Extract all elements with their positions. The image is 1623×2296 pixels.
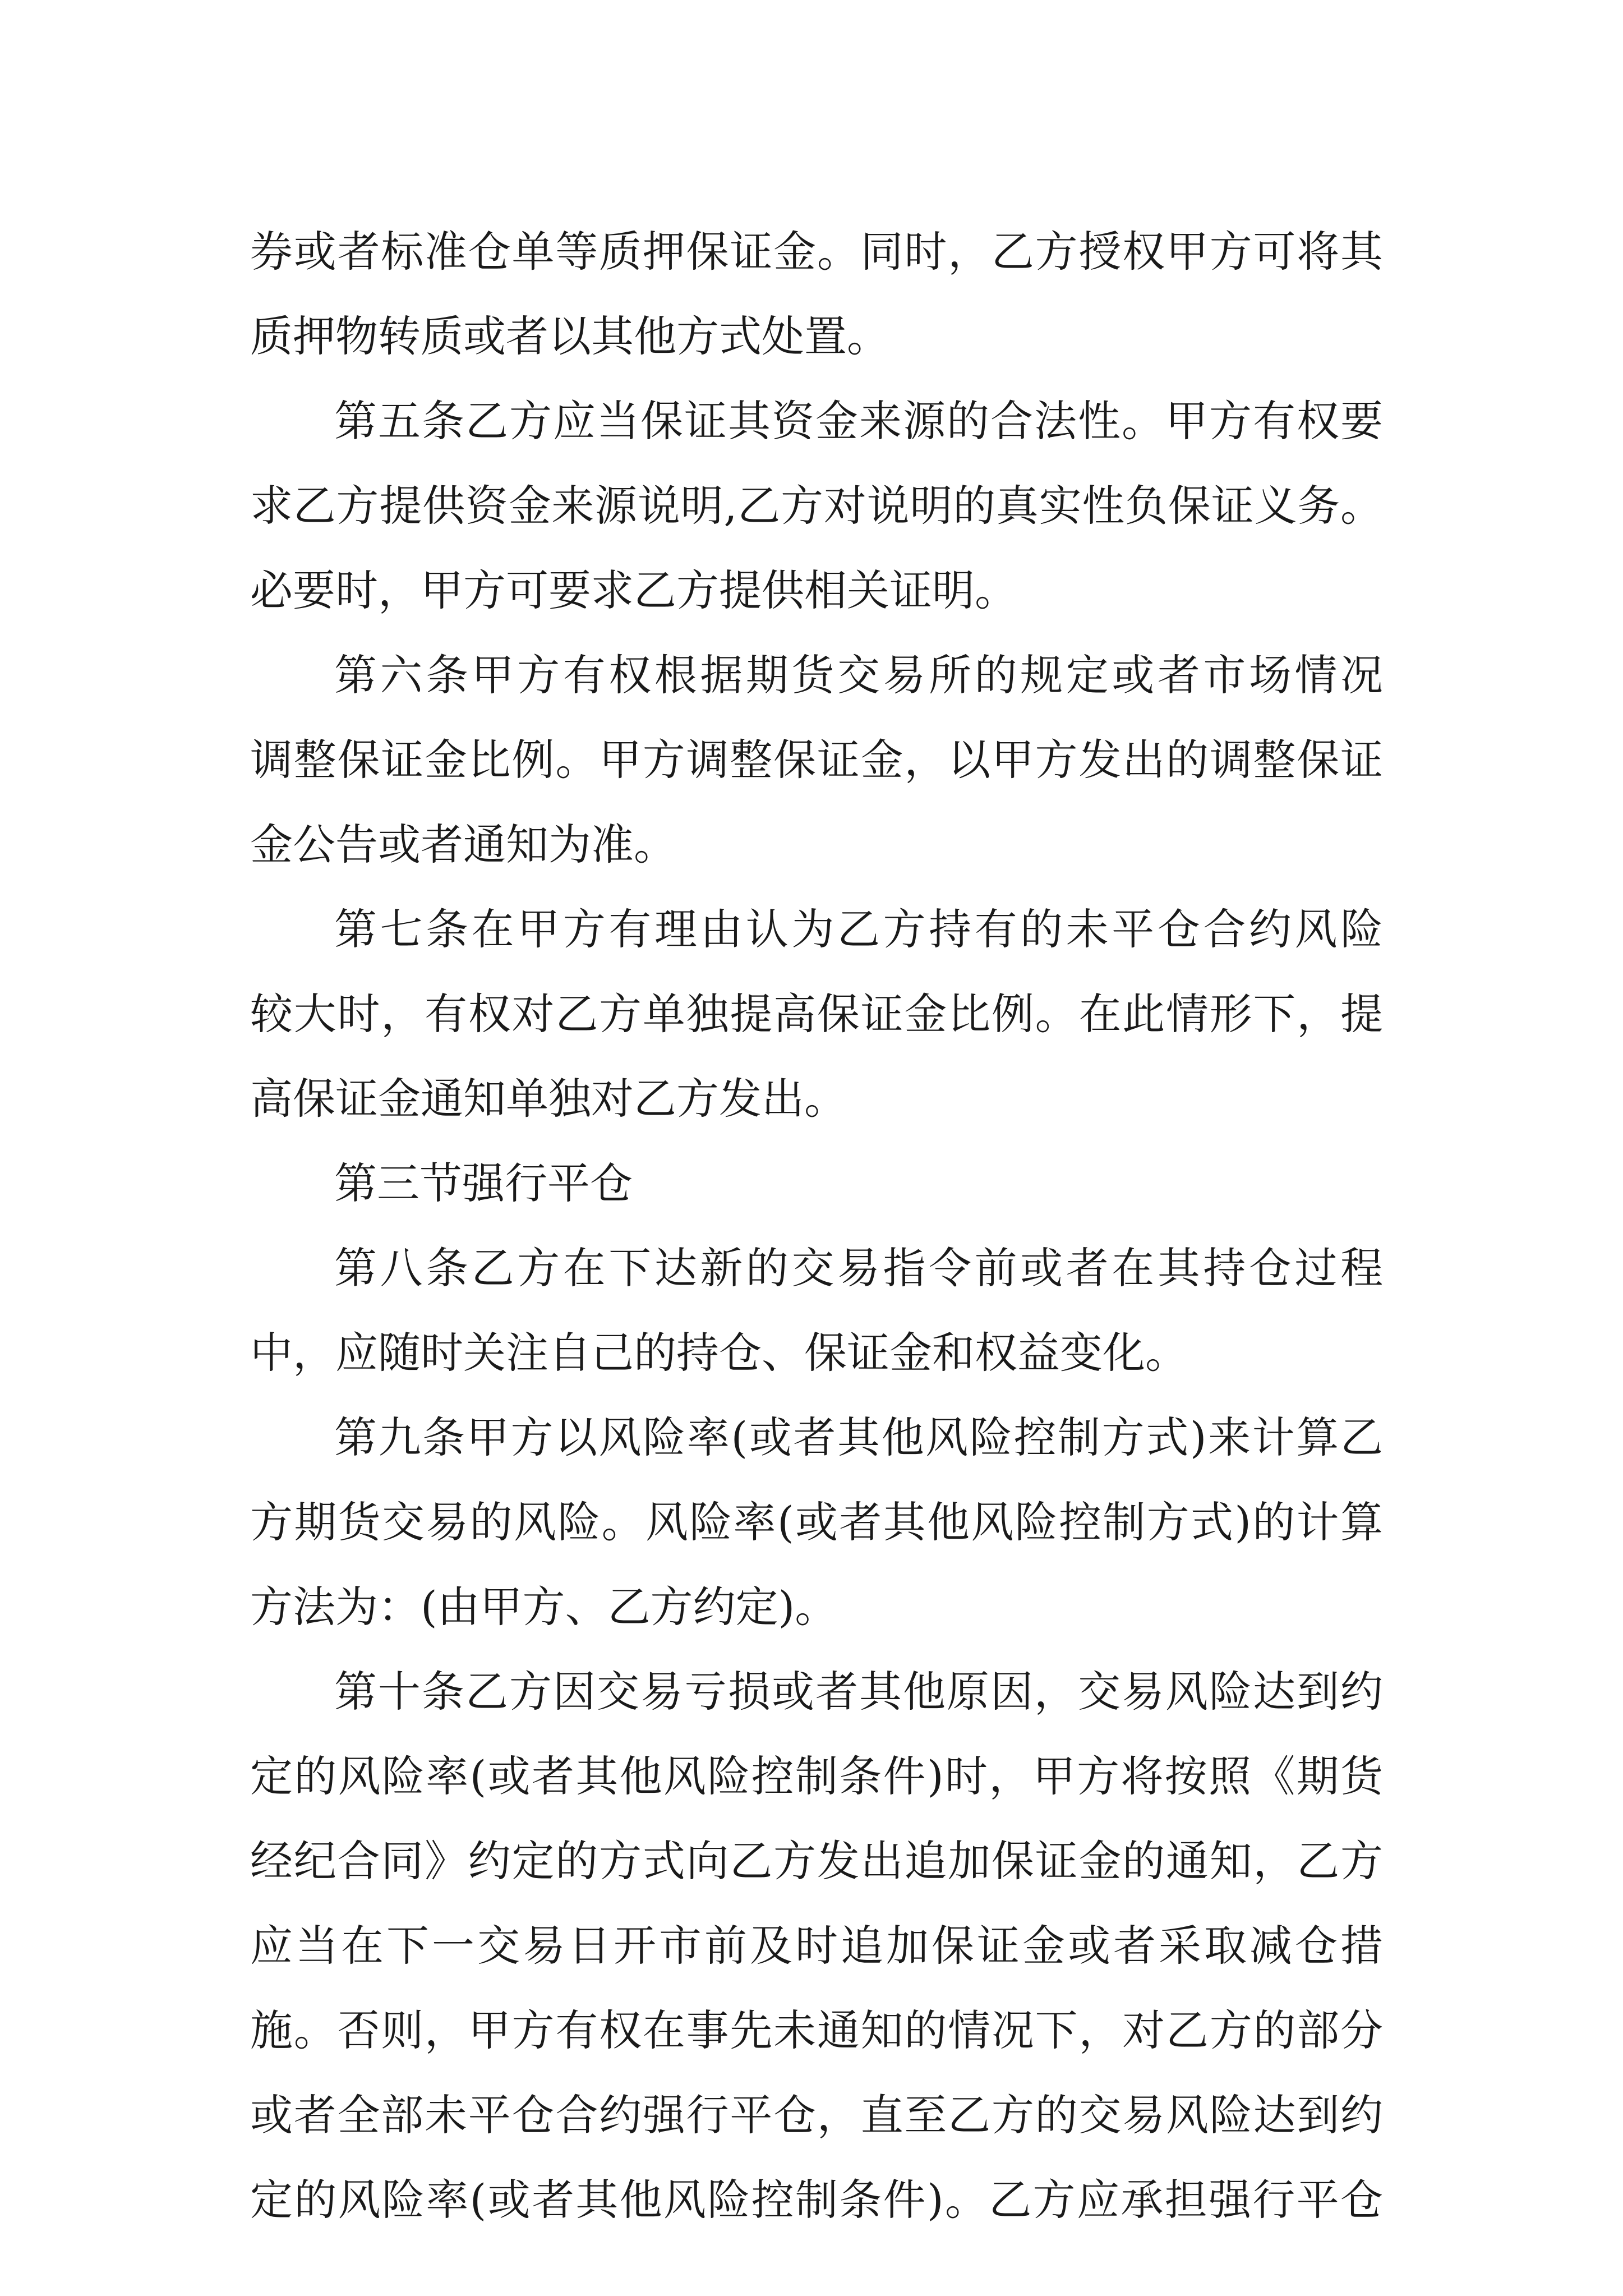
- text-line: 施。否则，甲方有权在事先未通知的情况下，对乙方的部分: [250, 2005, 1383, 2055]
- text-line: 定的风险率(或者其他风险控制条件)。乙方应承担强行平仓: [250, 2175, 1383, 2225]
- text-line: 求乙方提供资金来源说明,乙方对说明的真实性负保证义务。: [250, 481, 1383, 531]
- document-body: [250, 209, 1383, 2242]
- text-line: 方期货交易的风险。风险率(或者其他风险控制方式)的计算: [250, 1497, 1383, 1547]
- text-line: 或者全部未平仓合约强行平仓，直至乙方的交易风险达到约: [250, 2090, 1383, 2140]
- article-6-line: 第六条甲方有权根据期货交易所的规定或者市场情况: [334, 650, 1383, 700]
- text-line: 高保证金通知单独对乙方发出。: [250, 1074, 847, 1124]
- text-line: 券或者标准仓单等质押保证金。同时，乙方授权甲方可将其: [250, 227, 1383, 277]
- text-line: 较大时，有权对乙方单独提高保证金比例。在此情形下，提: [250, 989, 1383, 1039]
- text-line: 必要时，甲方可要求乙方提供相关证明。: [250, 565, 1017, 615]
- article-8-line: 第八条乙方在下达新的交易指令前或者在其持仓过程: [334, 1243, 1383, 1293]
- text-line: 经纪合同》约定的方式向乙方发出追加保证金的通知，乙方: [250, 1836, 1383, 1886]
- text-line: 定的风险率(或者其他风险控制条件)时，甲方将按照《期货: [250, 1751, 1383, 1801]
- text-line: 应当在下一交易日开市前及时追加保证金或者采取减仓措: [250, 1921, 1383, 1971]
- article-9-line: 第九条甲方以风险率(或者其他风险控制方式)来计算乙: [334, 1412, 1383, 1462]
- text-line: 金公告或者通知为准。: [250, 820, 676, 869]
- section-heading: 第三节强行平仓: [334, 1158, 633, 1208]
- article-10-line: 第十条乙方因交易亏损或者其他原因，交易风险达到约: [334, 1667, 1383, 1717]
- article-7-line: 第七条在甲方有理由认为乙方持有的未平仓合约风险: [334, 904, 1383, 954]
- text-line: 调整保证金比例。甲方调整保证金，以甲方发出的调整保证: [250, 735, 1383, 785]
- text-line: 质押物转质或者以其他方式处置。: [250, 311, 889, 361]
- article-5-line: 第五条乙方应当保证其资金来源的合法性。甲方有权要: [334, 396, 1383, 446]
- text-line: 中，应随时关注自己的持仓、保证金和权益变化。: [250, 1328, 1188, 1378]
- text-line: 方法为：(由甲方、乙方约定)。: [250, 1582, 838, 1632]
